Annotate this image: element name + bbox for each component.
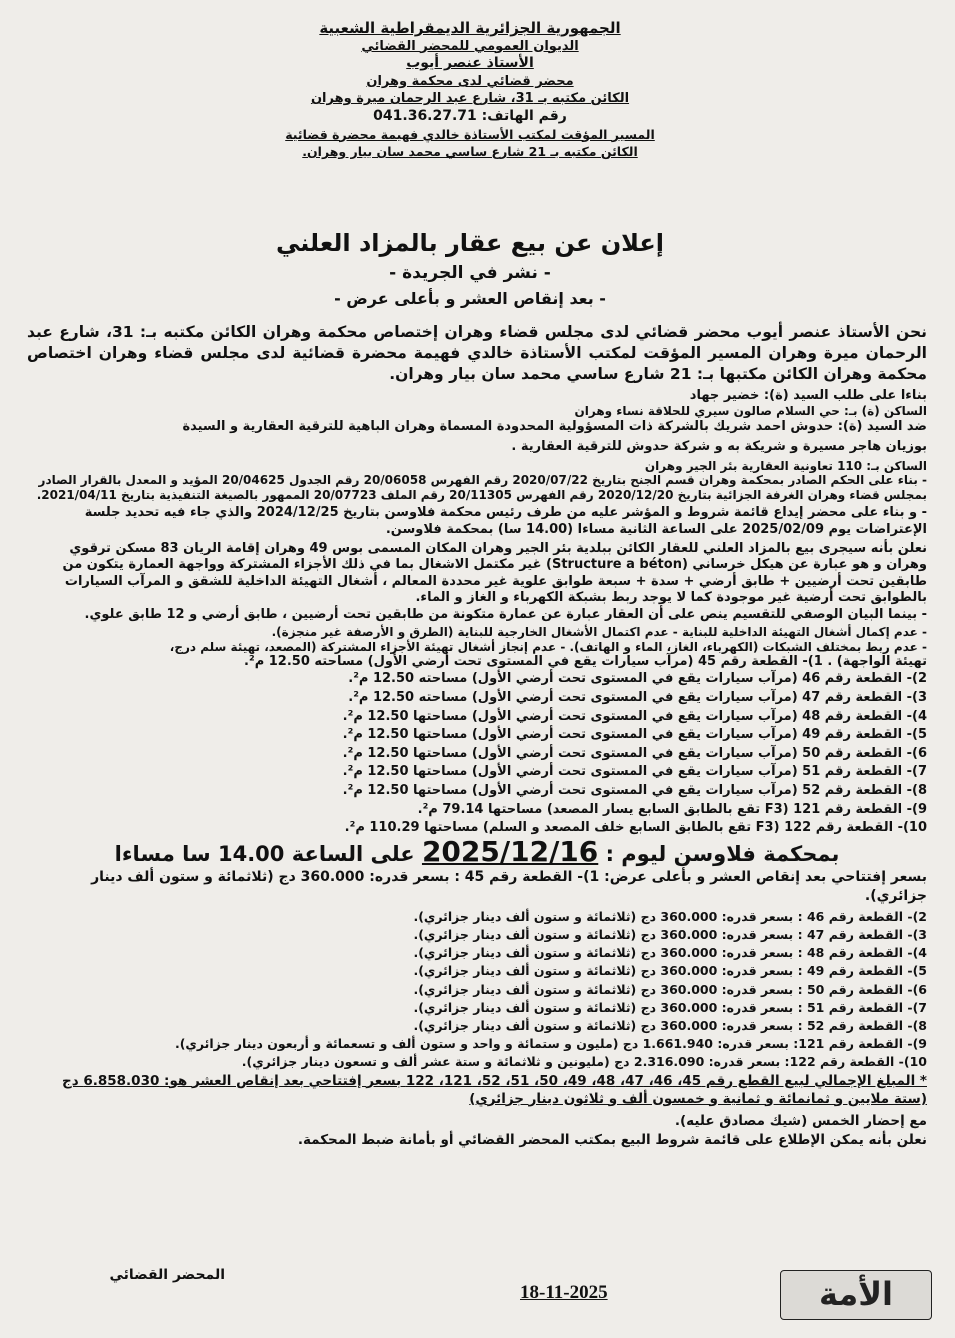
lot-item: 5)- القطعة رقم 49 (مرآب سيارات يقع في المستوى تحت أرضي الأول) مساحتها 12.50 م².: [342, 727, 927, 743]
division-statement: - بينما البيان الوصفي للتقسيم ينص على أن العقار عبارة عن عمارة متكونة من طابقين تحت أرضيين ، طابق أرضي و 12 طابق علوي.: [84, 606, 927, 622]
lot-item: 6)- القطعة رقم 50 (مرآب سيارات يقع في المستوى تحت أرضي الأول) مساحتها 12.50 م².: [342, 745, 927, 761]
subtitle-reduction: - بعد إنقاص العشر و بأعلى عرض -: [334, 289, 606, 308]
closing-deposit: مع إحضار الخمس (شيك مصادق عليه).: [674, 1112, 927, 1129]
incomplete-works-2: - عدم ربط بمختلف الشبكات (الكهرباء، الغاز، الماء و الهاتف). - عدم إنجاز أشغال تهيئة الأجزاء المشتركة (المصعد، تهيئة سلم درج،: [169, 639, 927, 654]
requester-line: بناءا على طلب السيد (ة): خضير جهاد: [689, 388, 927, 403]
lot-item: 7)- القطعة رقم 51 (مرآب سيارات يقع في المستوى تحت أرضي الأول) مساحتها 12.50 م².: [342, 764, 927, 780]
notice-body: [27, 322, 927, 1150]
lot-item: 2)- القطعة رقم 46 (مرآب سيارات يقع في المستوى تحت أرضي الأول) مساحته 12.50 م².: [348, 671, 927, 687]
defendant-line-2: بوزيان هاجر مسيرة و شريكة به و شركة حدوش للترقية العقارية .: [511, 439, 927, 455]
opening-price: بسعر إفتتاحي بعد إنقاص العشر و بأعلى عرض: 1)- القطعة رقم 45 : بسعر قدره: 360.000 دج (ثلاثمائة و ستون ألف دينار جزائري).: [91, 868, 927, 904]
interim-address: الكائن مكتبه بـ 21 شارع ساسي محمد سان بيار وهران.: [302, 144, 638, 160]
price-item: 5)- القطعة رقم 49 : بسعر قدره: 360.000 دج (ثلاثمائة و ستون ألف دينار جزائري).: [413, 963, 927, 979]
lot-item: 10)- القطعة رقم 122 (F3 تقع بالطابق السابع خلف المصعد و السلم) مساحتها 110.29 م².: [344, 820, 927, 836]
conditions-basis: - و بناء على محضر إيداع قائمة شروط و المؤشر عليه من طرف رئيس محكمة فلاوسن بتاريخ 2024/12/25 والذي جاء فيه تحديد جلسة الإعتراضات يوم 2025/02/09 على الساعة الثانية مساءا (14.00 سا) بمحكمة فلاوسن.: [84, 505, 927, 537]
footer: [0, 1264, 955, 1324]
main-title: إعلان عن بيع عقار بالمزاد العلني: [275, 229, 665, 257]
price-item: 9)- القطعة رقم 121: بسعر قدره: 1.661.940 دج (مليون و ستمائة و واحد و ستون ألف و تسعمائة و أربعون دينار جزائري).: [174, 1036, 927, 1052]
session-prefix: بمحكمة فلاوسن ليوم :: [605, 841, 840, 866]
price-item: 8)- القطعة رقم 52 : بسعر قدره: 360.000 دج (ثلاثمائة و ستون ألف دينار جزائري).: [413, 1018, 927, 1034]
office-title: الديوان العمومي للمحضر القضائي: [361, 38, 579, 54]
closing-consult: نعلن بأنه يمكن الإطلاع على قائمة شروط البيع بمكتب المحضر القضائي أو بأمانة ضبط المحكمة.: [297, 1131, 927, 1148]
defendant-address: الساكن بـ: 110 تعاونية العقارية بئر الجير وهران: [644, 458, 927, 473]
lot-item: 3)- القطعة رقم 47 (مرآب سيارات يقع في المستوى تحت أرضي الأول) مساحته 12.50 م².: [348, 690, 927, 706]
notice-titles: [150, 226, 790, 312]
bailiff-phone: رقم الهاتف: 041.36.27.71: [373, 107, 567, 124]
session-suffix: على الساعة 14.00 سا مساءا: [114, 841, 415, 866]
lot-1: تهيئة الواجهة) . 1)- القطعة رقم 45 (مرآب سيارات يقع في المستوى تحت أرضي الأول) مساحته 12.50 م².: [244, 654, 927, 670]
lot-item: 8)- القطعة رقم 52 (مرآب سيارات يقع في المستوى تحت أرضي الأول) مساحتها 12.50 م².: [342, 783, 927, 799]
price-item: 10)- القطعة رقم 122: بسعر قدره: 2.316.090 دج (مليونين و ثلاثمائة و ستة عشر ألف و تسعون دينار جزائري).: [241, 1054, 927, 1070]
lot-item: 4)- القطعة رقم 48 (مرآب سيارات يقع في المستوى تحت أرضي الأول) مساحتها 12.50 م².: [342, 708, 927, 724]
subtitle-publication: - نشر في الجريدة -: [389, 263, 551, 283]
price-item: 7)- القطعة رقم 51 : بسعر قدره: 360.000 دج (ثلاثمائة و ستون ألف دينار جزائري).: [413, 999, 927, 1015]
price-item: 3)- القطعة رقم 47 : بسعر قدره: 360.000 دج (ثلاثمائة و ستون ألف دينار جزائري).: [413, 927, 927, 943]
bailiff-address: الكائن مكتبه بـ 31، شارع عبد الرحمان ميرة وهران: [310, 91, 630, 107]
notice-header: [220, 20, 720, 161]
signature: المحضر القضائي: [109, 1267, 225, 1283]
session-line: [27, 834, 927, 868]
session-date: 2025/12/16: [421, 834, 599, 868]
interim-manager: المسير المؤقت لمكتب الأستاذة خالدي فهيمة محضرة قضائية: [285, 126, 655, 142]
price-item: 4)- القطعة رقم 48 : بسعر قدره: 360.000 دج (ثلاثمائة و ستون ألف دينار جزائري).: [413, 945, 927, 961]
incomplete-works-1: - عدم إكمال أشغال التهيئة الداخلية للبناية - عدم اكتمال الأشغال الخارجية للبناية (الطرق و الأرصفة غير منجزة).: [271, 625, 927, 640]
lot-item: 9)- القطعة رقم 121 (F3 تقع بالطابق السابع يسار المصعد) مساحتها 79.14 م².: [417, 801, 927, 817]
publication-date: 18-11-2025: [520, 1282, 608, 1303]
total-price: * المبلغ الإجمالي لبيع القطع رقم 45، 46، 47، 48، 49، 50، 51، 52، 121، 122 بسعر إفتتاحي بعد إنقاص العشر هو: 6.858.030 دج (ستة ملايين و ثمانمائة و ثمانية و خمسون ألف و ثلاثون دينار جزائري): [61, 1072, 927, 1107]
price-item: 6)- القطعة رقم 50 : بسعر قدره: 360.000 دج (ثلاثمائة و ستون ألف دينار جزائري).: [413, 981, 927, 997]
sale-announcement: نعلن بأنه سيجرى بيع بالمزاد العلني للعقار الكائن ببلدية بئر الجير وهران المكان المسمى بوس 49 وهران إقامة الريان 83 مسكن ترقوي وهران و هو عبارة عن هيكل خرساني (Structure a béton) غير مكتمل الاشغال بما في ذلك الأجزاء المشتركة وواجهة العمارة يتكون من طابقين تحت أرضيين + طابق أرضي + سدة + سبعة طوابق علوية غير محددة المعالم ، أشغال التهيئة الداخلية للشقق و المرآب السيارات بالطوابق تحت أرضية غير موجودة كما لا يوجد ربط بشبكة الكهرباء و الغاز و الماء.: [62, 541, 927, 606]
bailiff-name: الأستاذ عنصر أيوب: [406, 55, 534, 72]
requester-address: الساكن (ة) بـ: حي السلام صالون سيري للحلاقة نساء وهران: [574, 404, 927, 419]
intro-paragraph: نحن الأستاذ عنصر أيوب محضر قضائي لدى مجلس قضاء وهران إختصاص محكمة وهران الكائن مكتبه بـ: 31، شارع عبد الرحمان ميرة وهران المسير المؤقت لمكتب الأستاذة خالدي فهيمة محضرة قضائية لدى مجلس قضاء وهران اختصاص محكمة وهران الكائن مكتبها بـ: 21 شارع ساسي محمد سان بيار وهران.: [27, 323, 927, 383]
price-item: 2)- القطعة رقم 46 : بسعر قدره: 360.000 دج (ثلاثمائة و ستون ألف دينار جزائري).: [413, 908, 927, 924]
bailiff-role: محضر قضائي لدى محكمة وهران: [366, 73, 574, 89]
defendant-line: ضد السيد (ة): حدوش احمد شريك بالشركة ذات المسؤولية المحدودة المسماة وهران الباهية للترقية العقارية و السيدة: [182, 418, 927, 434]
prices-list: [27, 908, 927, 1072]
lots-list: [27, 670, 927, 837]
judgment-basis: - بناء على الحكم الصادر بمحكمة وهران قسم الجنح بتاريخ 2020/07/22 رقم الفهرس 20/06058 رقم الجدول 20/04625 المؤيد و المعدل بالقرار الصادر بمجلس قضاء وهران الغرفة الجزائية بتاريخ 2020/12/20 رقم الفهرس 20/11305 رقم الملف 20/07723 الممهور بالصيغة التنفيذية بتاريخ 2021/04/11.: [36, 473, 927, 502]
newspaper-logo: الأمة: [780, 1270, 932, 1320]
republic-title: الجمهورية الجزائرية الديمقراطية الشعبية: [319, 19, 621, 37]
